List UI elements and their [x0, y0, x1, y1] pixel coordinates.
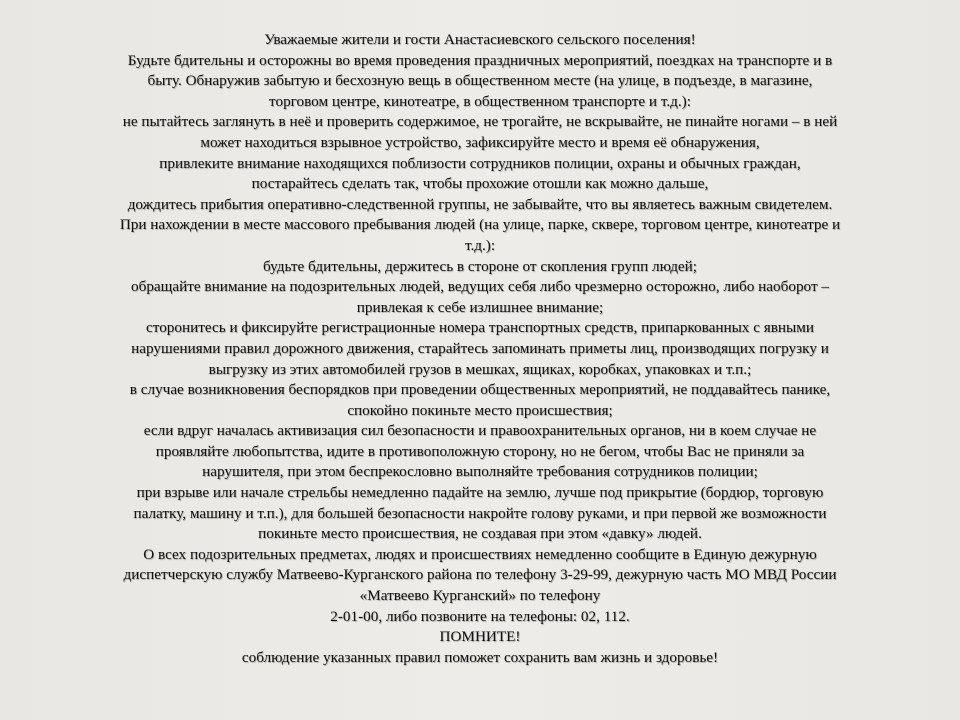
text-line-greeting: Уважаемые жители и гости Анастасиевского сельского поселения! [264, 31, 696, 48]
text-line: О всех подозрительных предметах, людях и происшествиях немедленно сообщите в Единую дежурную [143, 545, 817, 563]
text-line: нарушениями правил дорожного движения, старайтесь запоминать приметы лиц, производящих погрузку и [131, 339, 829, 357]
text-line-phone: 2-01-00, либо позвоните на телефоны: 02, 112. [330, 607, 630, 625]
text-line: дождитесь прибытия оперативно-следственной группы, не забывайте, что вы являетесь важным свидетелем. [127, 195, 833, 213]
text-line: При нахождении в месте массового пребывания людей (на улице, парке, сквере, торговом центре, кинотеатре и [119, 216, 841, 234]
text-line: может находиться взрывное устройство, зафиксируйте место и время её обнаружения, [200, 133, 760, 151]
text-line: т.д.): [464, 236, 496, 254]
text-line: палатку, машину и т.п.), для большей безопасности накройте голову руками, и при первой же возможности [133, 504, 827, 522]
text-line: диспетчерскую службу Матвеево-Курганского района по телефону 3-29-99, дежурную часть МО МВД России [123, 566, 837, 584]
text-line: торговом центре, кинотеатре, в общественном транспорте и т.д.): [269, 92, 691, 110]
text-line: будьте бдительны, держитесь в стороне от скопления групп людей; [262, 257, 698, 275]
text-line: «Матвеево Курганский» по телефону [359, 587, 601, 605]
text-line: привлеките внимание находящихся поблизости сотрудников полиции, охраны и обычных граждан, [159, 154, 801, 172]
text-line-closing: соблюдение указанных правил поможет сохранить вам жизнь и здоровье! [241, 648, 719, 666]
text-line: обращайте внимание на подозрительных людей, ведущих себя либо чрезмерно осторожно, либо наоборот – [131, 278, 829, 296]
text-line: постарайтесь сделать так, чтобы прохожие отошли как можно дальше, [251, 175, 709, 193]
text-line: спокойно покиньте место происшествия; [347, 401, 613, 419]
text-line: выгрузку из этих автомобилей грузов в мешках, ящиках, коробках, упаковках и т.п.; [208, 360, 752, 378]
text-line: сторонитесь и фиксируйте регистрационные номера транспортных средств, припаркованных с явными [146, 319, 814, 337]
text-line: быту. Обнаружив забытую и бесхозную вещь в общественном месте (на улице, в подъезде, в магазине, [147, 72, 813, 90]
text-line: привлекая к себе излишнее внимание; [356, 298, 604, 316]
text-line: если вдруг началась активизация сил безопасности и правоохранительных органов, ни в коем случае не [143, 422, 817, 440]
text-line: Будьте бдительны и осторожны во время проведения праздничных мероприятий, поездках на транспорте и в [127, 51, 833, 69]
text-line: нарушителя, при этом беспрекословно выполняйте требования сотрудников полиции; [202, 463, 758, 481]
text-line: проявляйте любопытства, идите в противоположную сторону, но не бегом, чтобы Вас не приняли за [155, 442, 805, 460]
text-line-remember: ПОМНИТЕ! [439, 628, 521, 646]
notice-text [30, 30, 930, 668]
text-line: в случае возникновения беспорядков при проведении общественных мероприятий, не поддавайтесь панике, [129, 381, 831, 399]
text-line: не пытайтесь заглянуть в неё и проверить содержимое, не трогайте, не вскрывайте, не пинайте ногами – в ней [122, 113, 838, 131]
text-line: покиньте место происшествия, не создавая при этом «давку» людей. [258, 525, 702, 543]
text-line: при взрыве или начале стрельбы немедленно падайте на землю, лучше под прикрытие (бордюр, торговую [136, 484, 824, 502]
